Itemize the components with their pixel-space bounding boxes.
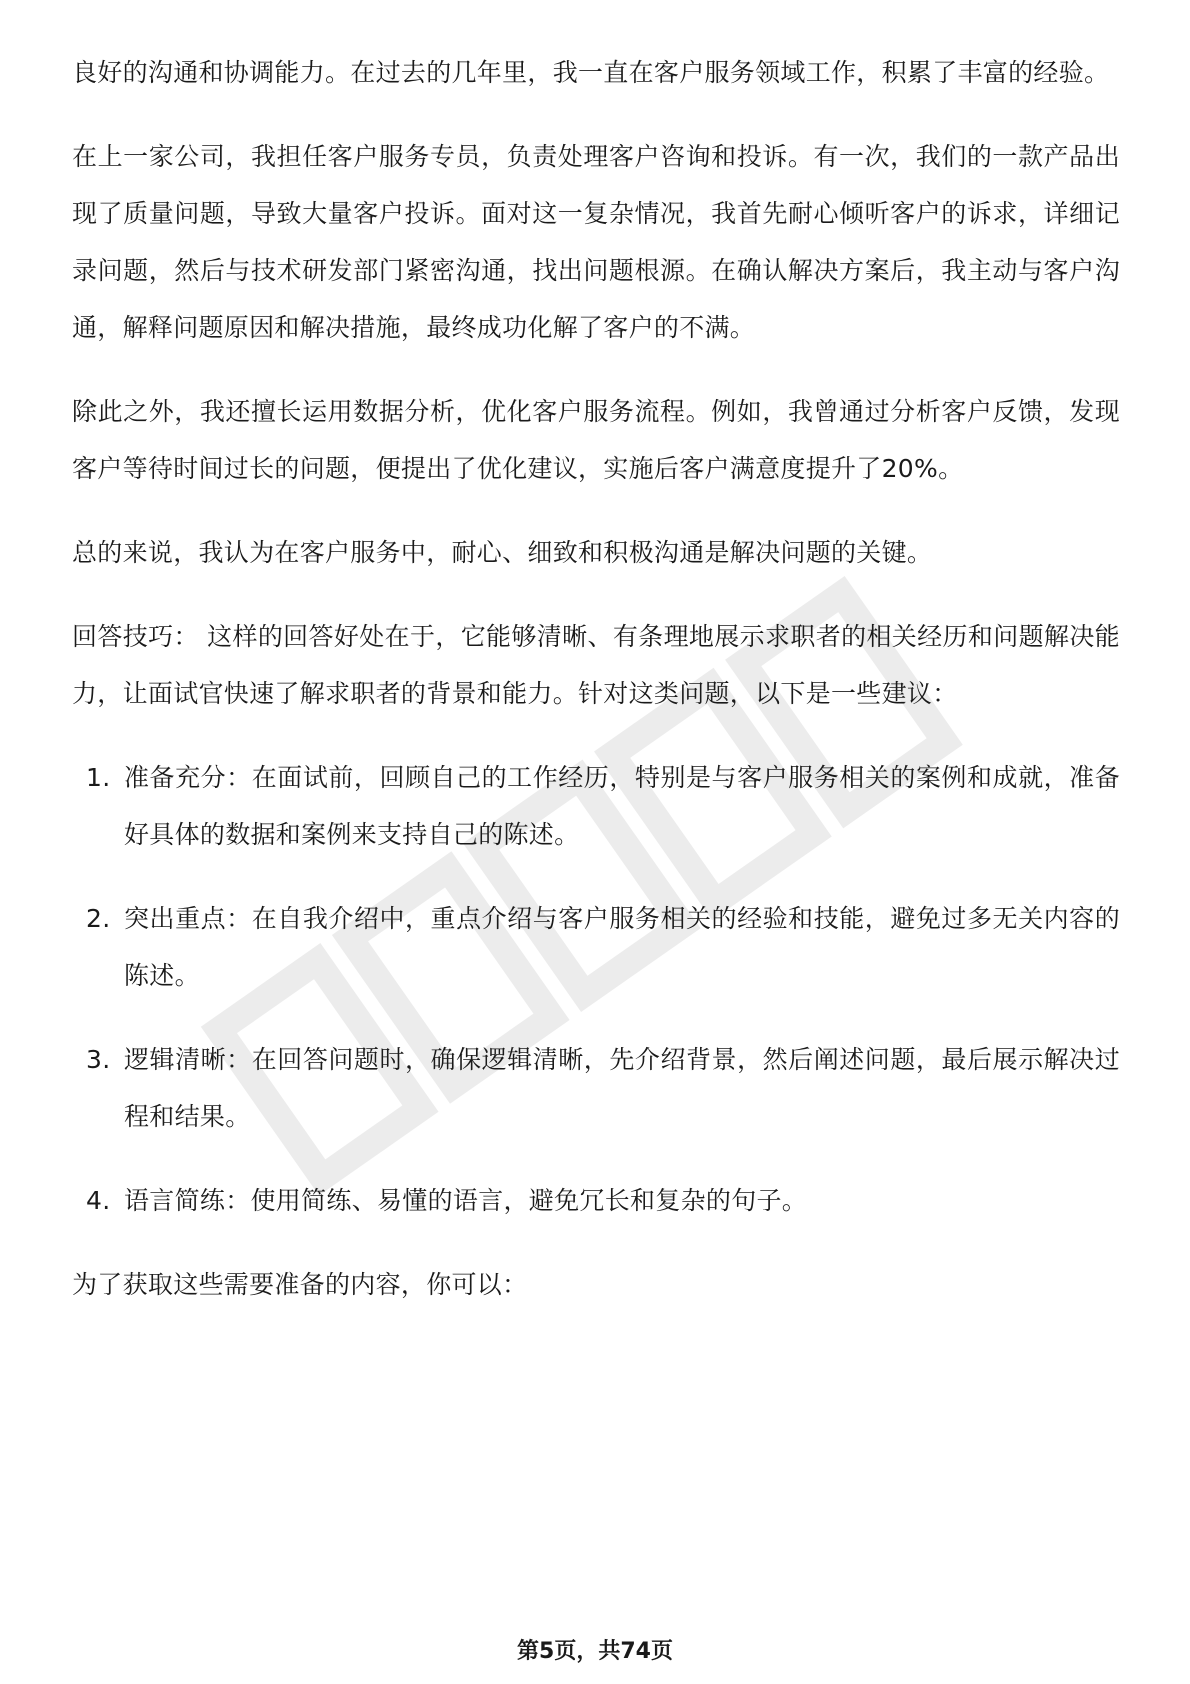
paragraph-experience: 在上一家公司，我担任客户服务专员，负责处理客户咨询和投诉。有一次，我们的一款产品出现了质量问题，导致大量客户投诉。面对这一复杂情况，我首先耐心倾听客户的诉求，详细记录问题，然后与技术研发部门紧密沟通，找出问题根源。在确认解决方案后，我主动与客户沟通，解释问题原因和解决措施，最终成功化解了客户的不满。 — [72, 142, 1120, 342]
list-item-number: 2. — [86, 904, 111, 933]
list-item — [72, 1031, 1120, 1145]
paragraph-summary: 总的来说，我认为在客户服务中，耐心、细致和积极沟通是解决问题的关键。 — [72, 538, 933, 567]
page-footer: 第5页，共74页 — [517, 1639, 673, 1664]
paragraph-data-analysis: 除此之外，我还擅长运用数据分析，优化客户服务流程。例如，我曾通过分析客户反馈，发现客户等待时间过长的问题，便提出了优化建议，实施后客户满意度提升了20%。 — [72, 397, 1120, 483]
paragraph-closing: 为了获取这些需要准备的内容，你可以： — [72, 1270, 528, 1299]
list-item-number: 1. — [86, 763, 111, 792]
paragraph-intro-continued: 良好的沟通和协调能力。在过去的几年里，我一直在客户服务领域工作，积累了丰富的经验。 — [72, 58, 1110, 87]
list-item — [72, 749, 1120, 863]
paragraph-answer-tips: 回答技巧： 这样的回答好处在于，它能够清晰、有条理地展示求职者的相关经历和问题解决能力，让面试官快速了解求职者的背景和能力。针对这类问题，以下是一些建议： — [72, 622, 1120, 708]
list-item — [72, 1172, 1120, 1229]
document-body — [72, 44, 1120, 1340]
list-item-text: 语言简练：使用简练、易懂的语言，避免冗长和复杂的句子。 — [124, 1186, 808, 1215]
tips-list — [72, 749, 1120, 1229]
list-item-number: 4. — [86, 1186, 111, 1215]
list-item — [72, 890, 1120, 1004]
list-item-text: 准备充分：在面试前，回顾自己的工作经历，特别是与客户服务相关的案例和成就，准备好具体的数据和案例来支持自己的陈述。 — [124, 763, 1120, 849]
list-item-text: 逻辑清晰：在回答问题时，确保逻辑清晰，先介绍背景，然后阐述问题，最后展示解决过程和结果。 — [124, 1045, 1120, 1131]
list-item-number: 3. — [86, 1045, 111, 1074]
list-item-text: 突出重点：在自我介绍中，重点介绍与客户服务相关的经验和技能，避免过多无关内容的陈述。 — [124, 904, 1120, 990]
